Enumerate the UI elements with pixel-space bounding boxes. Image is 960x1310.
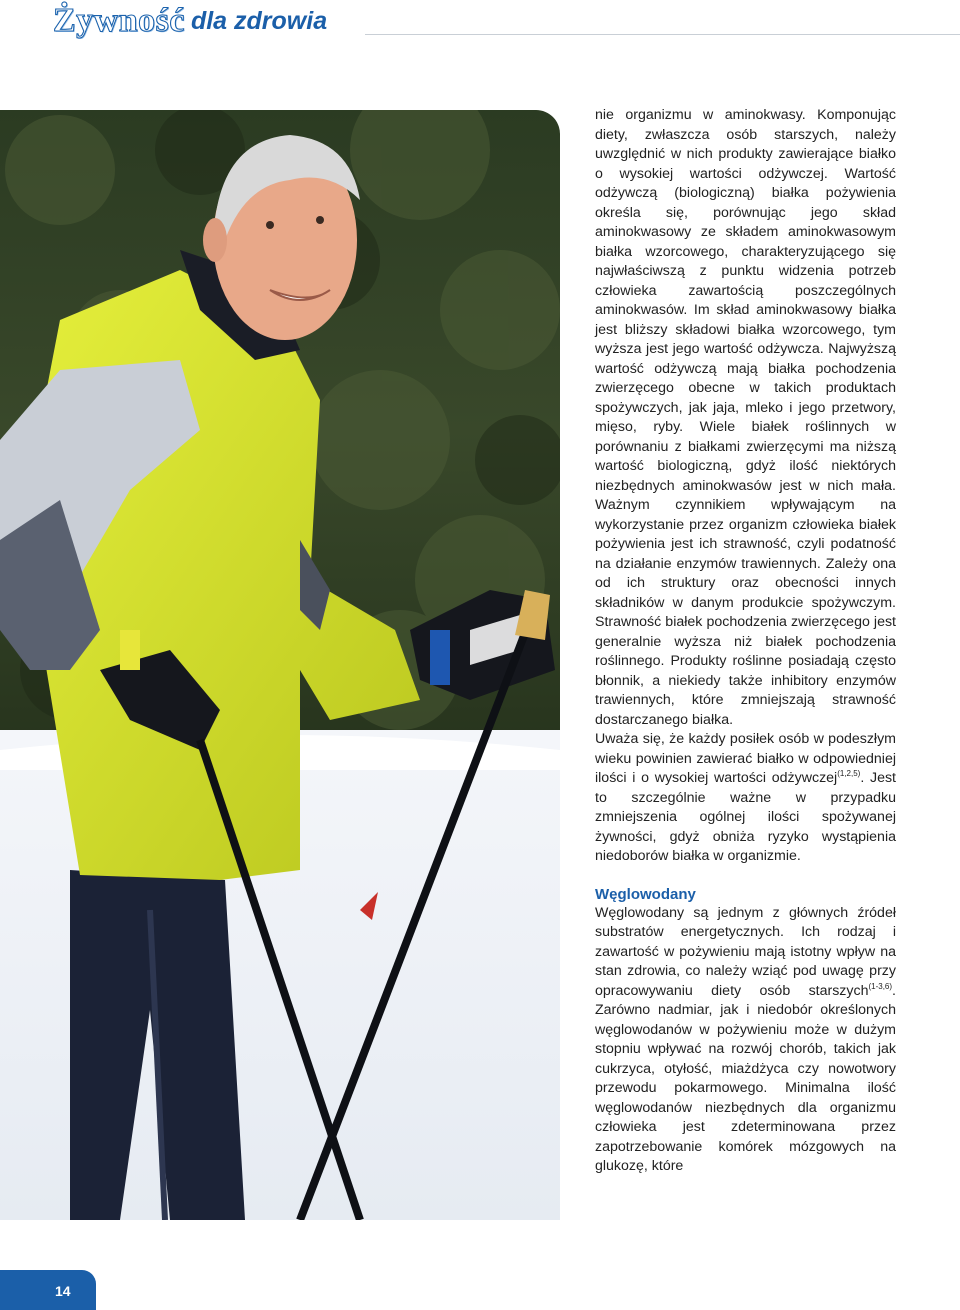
- paragraph-elderly-meals-text-a: Uważa się, że każdy posiłek osób w podeszłym wieku powinien zawierać białko w odpowiedniej ilości i o wysokiej wartości odżywczej: [595, 731, 896, 786]
- section-heading-carbohydrates: Węglowodany: [595, 885, 696, 903]
- header-title-sub: dla zdrowia: [190, 7, 328, 35]
- header-title-main: Żywność: [53, 2, 185, 39]
- paragraph-carbohydrates: [595, 904, 896, 1177]
- paragraph-carbohydrates-text-a: Węglowodany są jednym z głównych źródeł substratów energetycznych. Ich rodzaj i zawartość w pożywieniu mają istotny wpływ na stan zdrowia, co należy wziąć pod uwagę przy opracowywaniu diety osób starszych: [595, 904, 896, 999]
- paragraph-carbohydrates-text-b: . Zarówno nadmiar, jak i niedobór określonych węglowodanów w pożywieniu może w dużym stopniu wpływać na rozwój chorób, takich jak cukrzyca, otyłość, miażdżyca czy nowotwory przewodu pokarmowego. Minimalna ilość węglowodanów niezbędnych dla organizmu człowieka jest zdeterminowana przez zapotrzebowanie komórek mózgowych na glukozę, które: [595, 982, 896, 1174]
- citation-ref: (1-3,6): [868, 981, 893, 991]
- magazine-header-title: [53, 2, 327, 40]
- paragraph-elderly-meals-text-b: . Jest to szczególnie ważne w przypadku zmniejszenia ogólnej ilości spożywanej żywności, gdyż obniża ryzyko wystąpienia niedoborów białka w organizmie.: [595, 770, 896, 864]
- paragraph-elderly-meals: [595, 730, 896, 867]
- page-number-tab: [0, 1270, 96, 1310]
- paragraph-proteins: [595, 106, 896, 730]
- article-text: [595, 106, 896, 1177]
- skier-photo: [0, 110, 560, 1220]
- citation-ref: (1,2,5): [837, 769, 861, 778]
- paragraph-proteins-text: nie organizmu w aminokwasy. Komponując diety, zwłaszcza osób starszych, należy uwzględnić w nich produkty zawierające białko o wysokiej wartości odżywczej. Wartość odżywczą (biologiczną) białka pożywienia określa się, porównując jego skład aminokwasowy ze składem aminokwasowym białka wzorcowego, charakteryzującego się najwłaściwszą z punktu widzenia potrzeb człowieka zawartością poszczególnych aminokwasów. Im skład aminokwasowy białka jest bliższy składowi białka wzorcowego, tym wyższa jest jego wartość odżywcza. Najwyższą wartość odżywczą mają białka pochodzenia zwierzęcego obecne w takich produktach spożywczych, jak jaja, mleko i jego przetwory, mięso, ryby. Wiele białek roślinnych w porównaniu z białkami zwierzęcymi ma niższą wartość biologiczną, gdyż ilość niektórych niezbędnych aminokwasów jest w nich mała. Ważnym czynnikiem wpływającym na wykorzystanie przez organizm człowieka białek pożywienia jest ich strawność, czyli podatność na działanie enzymów trawiennych. Zależy ona od ich struktury oraz obecności innych składników w danym produkcie spożywczym. Strawność białek pochodzenia zwierzęcego jest generalnie wyższa niż białek pochodzenia roślinnego. Produkty roślinne posiadają często błonnik, a niekiedy także inhibitory enzymów trawiennych, które zmniejszają strawność dostarczanego białka.: [595, 107, 896, 728]
- header-rule: [365, 34, 960, 35]
- page-number: 14: [55, 1283, 71, 1299]
